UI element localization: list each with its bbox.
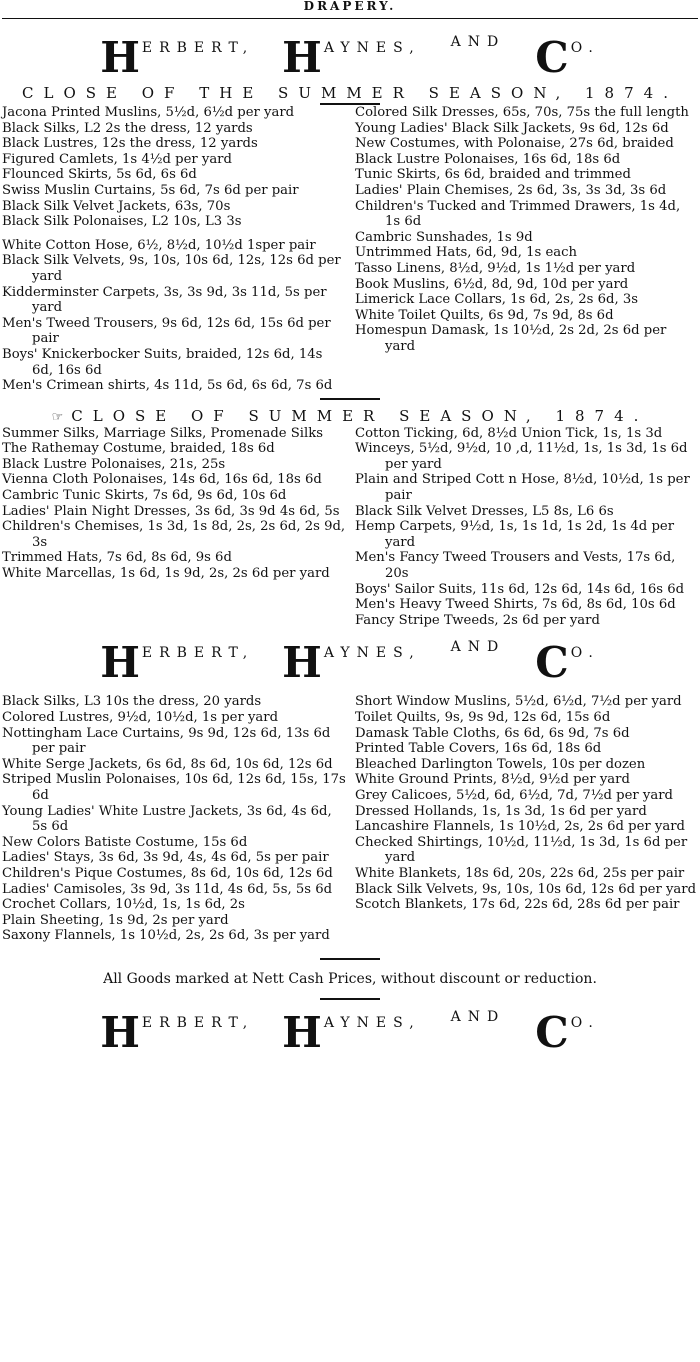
page-title: DRAPERY.: [303, 0, 397, 12]
list-item: Children's Pique Costumes, 8s 6d, 10s 6d, 12s 6d: [2, 865, 333, 881]
season-heading-2: [2, 406, 698, 426]
list-item: Kidderminster Carpets, 3s, 3s 9d, 3s 11d, 5s per yard: [2, 284, 327, 316]
firm-name: [2, 1007, 698, 1057]
list-item: Summer Silks, Marriage Silks, Promenade Silks: [2, 425, 324, 441]
list-item: Checked Shirtings, 10½d, 11½d, 1s 3d, 1s 6d per yard: [355, 834, 688, 866]
firm-initial-h2: H: [282, 638, 322, 688]
list-item: Figured Camlets, 1s 4½d per yard: [2, 151, 232, 167]
list-item: Grey Calicoes, 5½d, 6d, 6½d, 7d, 7½d per yard: [355, 787, 673, 803]
list-item: Men's Crimean shirts, 4s 11d, 5s 6d, 6s 6d, 7s 6d: [2, 378, 333, 394]
list-item: Black Silk Velvet Jackets, 63s, 70s: [2, 198, 231, 214]
section-2-columns: [2, 426, 698, 629]
list-item: White Marcellas, 1s 6d, 1s 9d, 2s, 2s 6d per yard: [2, 566, 330, 582]
list-item: Vienna Cloth Polonaises, 14s 6d, 16s 6d, 18s 6d: [2, 472, 322, 488]
firm-name: [2, 638, 698, 688]
list-item: Printed Table Covers, 16s 6d, 18s 6d: [355, 741, 602, 757]
firm-word-co: O.: [570, 40, 600, 56]
firm-word-and: AND: [450, 639, 506, 656]
list-item: Bleached Darlington Towels, 10s per dozen: [355, 756, 646, 772]
list-item: Trimmed Hats, 7s 6d, 8s 6d, 9s 6d: [2, 550, 232, 566]
list-item: Black Silk Velvets, 9s, 10s, 10s 6d, 12s 6d per yard: [355, 881, 697, 897]
list-item: Young Ladies' Black Silk Jackets, 9s 6d, 12s 6d: [355, 120, 669, 136]
list-item: Men's Tweed Trousers, 9s 6d, 12s 6d, 15s 6d per pair: [2, 315, 331, 347]
firm-word-and: AND: [450, 1008, 506, 1025]
list-item: Toilet Quilts, 9s, 9s 9d, 12s 6d, 15s 6d: [355, 710, 611, 725]
list-item: Boys' Sailor Suits, 11s 6d, 12s 6d, 14s 6d, 16s 6d: [355, 581, 685, 597]
list-item: Limerick Lace Collars, 1s 6d, 2s, 2s 6d, 3s: [355, 292, 638, 308]
list-item: Lancashire Flannels, 1s 10½d, 2s, 2s 6d per yard: [355, 819, 685, 835]
list-item: Ladies' Plain Night Dresses, 3s 6d, 3s 9d 4s 6d, 5s: [2, 503, 340, 519]
firm-name: [2, 33, 698, 82]
firm-word-herbert: ERBERT,: [141, 40, 255, 56]
list-item: Men's Fancy Tweed Trousers and Vests, 17s 6d, 20s: [355, 550, 676, 582]
list-item: Boys' Knickerbocker Suits, braided, 12s 6d, 14s 6d, 16s 6d: [2, 346, 323, 378]
list-item: Colored Lustres, 9½d, 10½d, 1s per yard: [2, 710, 279, 725]
list-item: Cambric Sunshades, 1s 9d: [355, 229, 533, 245]
list-item: Scotch Blankets, 17s 6d, 22s 6d, 28s 6d per pair: [355, 897, 680, 913]
list-item: Black Silks, L3 10s the dress, 20 yards: [2, 694, 262, 710]
firm-word-herbert: ERBERT,: [141, 645, 255, 662]
section-3-left-column: [2, 694, 347, 944]
list-item: Black Silks, L2 2s the dress, 12 yards: [2, 120, 253, 136]
firm-word-herbert: ERBERT,: [141, 1014, 255, 1031]
firm-initial-h2: H: [282, 33, 322, 82]
firm-word-haynes: AYNES,: [323, 1014, 421, 1031]
list-item: Nottingham Lace Curtains, 9s 9d, 12s 6d, 13s 6d per pair: [2, 725, 331, 757]
cash-prices-note: All Goods marked at Nett Cash Prices, without discount or reduction.: [103, 970, 597, 987]
list-item: Black Lustre Polonaises, 16s 6d, 18s 6d: [355, 151, 621, 167]
title-rule: [2, 18, 698, 19]
list-item: Jacona Printed Muslins, 5½d, 6½d per yard: [2, 105, 295, 120]
short-rule: [320, 998, 380, 1000]
short-rule: [320, 398, 380, 400]
list-item: Black Lustres, 12s the dress, 12 yards: [2, 136, 258, 152]
list-item: White Ground Prints, 8½d, 9½d per yard: [355, 772, 630, 788]
list-item: White Toilet Quilts, 6s 9d, 7s 9d, 8s 6d: [355, 307, 614, 323]
season-heading-1: CLOSE OF THE SUMMER SEASON, 1874.: [22, 84, 678, 102]
list-item: Homespun Damask, 1s 10½d, 2s 2d, 2s 6d per yard: [355, 323, 667, 354]
section-2-right-column: [355, 426, 698, 629]
list-item: Ladies' Camisoles, 3s 9d, 3s 11d, 4s 6d, 5s, 5s 6d: [2, 881, 333, 897]
list-item: Cambric Tunic Skirts, 7s 6d, 9s 6d, 10s 6d: [2, 488, 287, 504]
season-heading-2-text: CLOSE OF SUMMER SEASON, 1874.: [71, 406, 649, 425]
list-item: Fancy Stripe Tweeds, 2s 6d per yard: [355, 612, 600, 628]
list-item: Black Lustre Polonaises, 21s, 25s: [2, 456, 226, 472]
firm-initial-h2: H: [282, 1007, 322, 1057]
list-item: White Blankets, 18s 6d, 20s, 22s 6d, 25s per pair: [355, 865, 685, 881]
list-item: Black Silk Polonaises, L2 10s, L3 3s: [2, 214, 242, 230]
list-item: New Costumes, with Polonaise, 27s 6d, braided: [355, 136, 674, 152]
section-3-right-column: [355, 694, 698, 944]
short-rule: [320, 958, 380, 960]
firm-word-and: AND: [450, 34, 506, 50]
list-item: Tunic Skirts, 6s 6d, braided and trimmed: [355, 167, 631, 183]
list-item: Plain and Striped Cott n Hose, 8½d, 10½d, 1s per pair: [355, 472, 690, 504]
list-item: Ladies' Stays, 3s 6d, 3s 9d, 4s, 4s 6d, 5s per pair: [2, 850, 329, 866]
list-item: Striped Muslin Polonaises, 10s 6d, 12s 6d, 15s, 17s 6d: [2, 772, 346, 803]
list-item: Saxony Flannels, 1s 10½d, 2s, 2s 6d, 3s per yard: [2, 928, 330, 944]
firm-word-haynes: AYNES,: [323, 40, 421, 56]
list-item: White Cotton Hose, 6½, 8½d, 10½d 1sper pair: [2, 237, 316, 253]
firm-initial-c: C: [535, 638, 569, 688]
list-item: Cotton Ticking, 6d, 8½d Union Tick, 1s, 1s 3d: [355, 425, 663, 441]
list-item: Children's Tucked and Trimmed Drawers, 1s 4d, 1s 6d: [355, 198, 681, 230]
list-item: Tasso Linens, 8½d, 9½d, 1s 1½d per yard: [355, 260, 636, 276]
list-item: Flounced Skirts, 5s 6d, 6s 6d: [2, 167, 197, 183]
list-item: Young Ladies' White Lustre Jackets, 3s 6d, 4s 6d, 5s 6d: [2, 803, 332, 835]
firm-word-haynes: AYNES,: [323, 645, 421, 662]
list-item: Untrimmed Hats, 6d, 9d, 1s each: [355, 245, 578, 261]
firm-initial-h1: H: [100, 638, 140, 688]
section-3-columns: [2, 694, 698, 944]
list-item: Plain Sheeting, 1s 9d, 2s per yard: [2, 912, 229, 928]
list-item: Book Muslins, 6½d, 8d, 9d, 10d per yard: [355, 276, 629, 292]
list-item: Winceys, 5½d, 9½d, 10 ,d, 11½d, 1s, 1s 3d, 1s 6d per yard: [355, 441, 688, 472]
section-1-left-column: [2, 105, 347, 394]
list-item: Black Silk Velvet Dresses, L5 8s, L6 6s: [355, 503, 614, 519]
list-item: Men's Heavy Tweed Shirts, 7s 6d, 8s 6d, 10s 6d: [355, 597, 676, 613]
section-2-left-column: [2, 426, 347, 629]
firm-initial-c: C: [535, 1007, 569, 1057]
firm-initial-h1: H: [100, 1007, 140, 1057]
section-1-columns: [2, 105, 698, 394]
list-item: Ladies' Plain Chemises, 2s 6d, 3s, 3s 3d, 3s 6d: [355, 182, 667, 198]
list-item: Damask Table Cloths, 6s 6d, 6s 9d, 7s 6d: [355, 725, 630, 741]
spacer: [2, 230, 347, 238]
list-item: White Serge Jackets, 6s 6d, 8s 6d, 10s 6d, 12s 6d: [2, 756, 333, 772]
list-item: Children's Chemises, 1s 3d, 1s 8d, 2s, 2s 6d, 2s 9d, 3s: [2, 519, 346, 550]
list-item: Swiss Muslin Curtains, 5s 6d, 7s 6d per pair: [2, 182, 299, 198]
pointing-hand-icon: ☞: [51, 409, 64, 425]
firm-word-co: O.: [570, 1014, 600, 1031]
list-item: Black Silk Velvets, 9s, 10s, 10s 6d, 12s, 12s 6d per yard: [2, 253, 341, 284]
firm-initial-h1: H: [100, 33, 140, 82]
list-item: Colored Silk Dresses, 65s, 70s, 75s the full length: [355, 105, 689, 120]
list-item: The Rathemay Costume, braided, 18s 6d: [2, 441, 275, 457]
list-item: Crochet Collars, 10½d, 1s, 1s 6d, 2s: [2, 897, 245, 913]
firm-initial-c: C: [535, 33, 569, 82]
list-item: Dressed Hollands, 1s, 1s 3d, 1s 6d per yard: [355, 803, 647, 819]
firm-word-co: O.: [570, 645, 600, 662]
list-item: New Colors Batiste Costume, 15s 6d: [2, 834, 248, 850]
list-item: Short Window Muslins, 5½d, 6½d, 7½d per yard: [355, 694, 682, 710]
section-1-right-column: [355, 105, 698, 394]
list-item: Hemp Carpets, 9½d, 1s, 1s 1d, 1s 2d, 1s 4d per yard: [355, 519, 674, 550]
